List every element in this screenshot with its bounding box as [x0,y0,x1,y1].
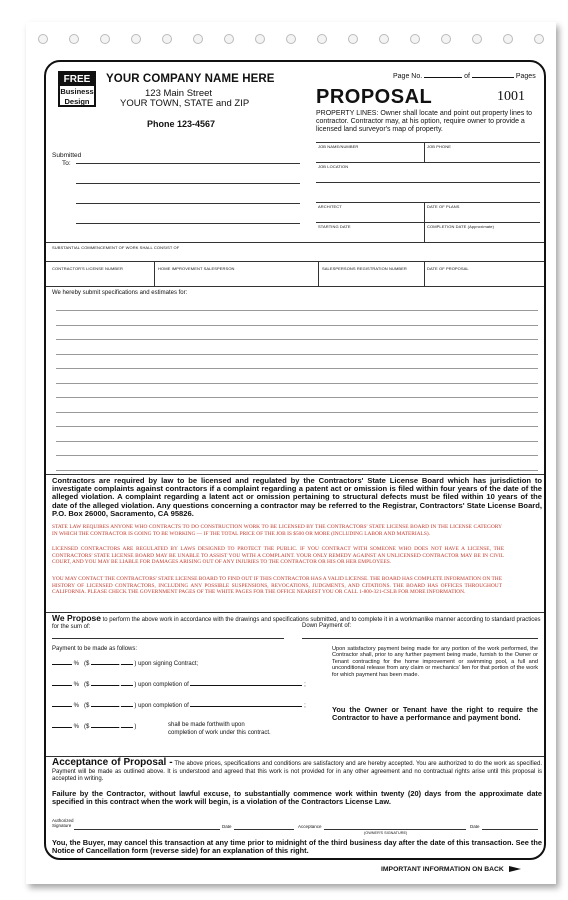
perforation-hole [224,34,234,44]
license-law-notice: Contractors are required by law to be licensed and regulated by the Contractors' State License Board which has jurisdiction to investigate complaints against contractors if a complaint regarding a patent act or omission is filed within four years of the date of the alleged violation. A complaint regarding a latent act or omission pertaining to structural defects must be filed within 10 years of the date of the alleged violation. Any questions concerning a contractor may be referred to the Registrar, Contractors' State License Board, P.O. Box 26000, Sacramento, CA 95826. [52,476,542,518]
authorized-signature-line[interactable] [74,829,220,830]
upon-satisfactory-payment-text: Upon satisfactory payment being made for any portion of the work performed, the Contractor shall, prior to any further payment being made, furnish to the Owner or Tenant contracting for the home improvement or swimming pool, a full and unconditional release from any claim or mechanics' lien for that portion of the work for which payment has been made. [332,646,538,678]
payment-row-4[interactable]: % ($ . ) [52,724,136,730]
home-improvement-label: HOME IMPROVEMENT SALESPERSON [158,266,235,271]
logo-line2: Design [64,97,90,106]
perforation-hole [38,34,48,44]
completion-date-label: COMPLETION DATE (Approximate) [427,224,495,229]
perforation-hole [286,34,296,44]
job-name-label: JOB NAME/NUMBER [318,144,359,149]
sum-line[interactable] [52,638,284,639]
perforation-hole [317,34,327,44]
perforation-hole [193,34,203,44]
spec-line[interactable] [56,441,538,442]
payment-row-2-text: upon completion of [138,682,189,688]
we-propose-lead: We Propose [52,613,101,623]
company-name: YOUR COMPANY NAME HERE [106,73,275,85]
property-lines-text: PROPERTY LINES: Owner shall locate and point out property lines to contractor. Contractor may, at his option, require owner to provide a licensed land surveyor's map of property. [316,110,533,133]
payment-row-2[interactable]: % ($ . ) upon completion of ; [52,682,306,688]
perforation-hole [379,34,389,44]
payment-row-1[interactable]: % ($ . ) upon signing Contract; [52,661,198,667]
acceptance-text: The above prices, specifications and conditions are satisfactory and are hereby accepted. You are authorized to do the work as specified. Payment will be made as outlined above. It is understood and agreed that this work is not provided for in any other agreement and no contractual rights arise until this proposal is accepted in writing. [52,761,542,782]
perforation-hole [472,34,482,44]
back-info-text: IMPORTANT INFORMATION ON BACK [381,866,504,873]
spec-line[interactable] [56,325,538,326]
perforation-hole [100,34,110,44]
job-phone-label: JOB PHONE [427,144,452,149]
spec-line[interactable] [56,455,538,456]
spec-line[interactable] [56,354,538,355]
specifications-label: We hereby submit specifications and estimates for: [52,290,188,296]
payment-row-4-text: shall be made forthwith upon completion of work under this contract. [168,722,271,736]
payment-row-3[interactable]: % ($ . ) upon completion of ; [52,703,306,709]
company-phone: Phone 123-4567 [147,119,216,129]
submitted-line-3[interactable] [76,203,300,204]
job-location-label: JOB LOCATION [318,164,349,169]
spec-line[interactable] [56,470,538,471]
spec-line[interactable] [56,368,538,369]
buyer-cancel-notice: You, the Buyer, may cancel this transaction at any time prior to midnight of the third business day after the date of this transaction. See the Notice of Cancellation form (reverse side) for an explanation of this right. [52,838,542,856]
owners-signature-caption: (OWNER'S SIGNATURE) [364,831,408,835]
page-no-label: Page No. [393,73,423,80]
owner-signature-line[interactable] [324,829,466,830]
date-label: Date [222,824,232,829]
date-of-proposal-label: DATE OF PROPOSAL [427,266,469,271]
perforation-strip [26,22,556,50]
acceptance-paragraph [52,759,542,784]
date-line-1[interactable] [234,829,294,830]
salesperson-reg-label: SALESPERSONS REGISTRATION NUMBER [322,266,407,271]
perforation-hole [534,34,544,44]
architect-label: ARCHITECT [318,204,342,209]
contractor-license-label: CONTRACTOR'S LICENSE NUMBER [52,266,123,271]
submitted-line-2[interactable] [76,183,300,184]
perforation-hole [255,34,265,44]
proposal-form [44,60,546,860]
spec-line[interactable] [56,383,538,384]
payment-row-3-text: upon completion of [138,703,189,709]
page-of-label: of [464,73,470,80]
important-info-footer [381,866,521,873]
perforation-hole [69,34,79,44]
spec-line[interactable] [56,310,538,311]
arrow-right-icon [509,866,521,872]
payment-intro: Payment to be made as follows: [52,646,138,652]
proposal-number: 1001 [497,89,525,104]
we-propose-paragraph [52,615,542,631]
submitted-label: Submitted [52,152,82,159]
payment-row-1-text: upon signing Contract; [138,661,199,667]
perforation-hole [162,34,172,44]
logo-free: FREE [60,73,94,86]
perforation-hole [503,34,513,44]
submitted-line-1[interactable] [76,163,300,164]
proposal-sheet [26,22,556,884]
spec-line[interactable] [56,339,538,340]
perforation-hole [410,34,420,44]
licensed-contractors-notice: LICENSED CONTRACTORS ARE REGULATED BY LAWS DESIGNED TO PROTECT THE PUBLIC. IF YOU CONTRACT WITH SOMEONE WHO DOES NOT HAVE A LICENSE, THE CONTRACTORS' STATE LICENSE BOARD MAY BE UNABLE TO ASSIST YOU WITH A COMPLAINT. YOUR ONLY REMEDY AGAINST AN UNLICENSED CONTRACTOR MAY BE IN CIVIL COURT, AND YOU MAY BE LIABLE FOR DAMAGES ARISING OUT OF ANY INJURIES TO THE CONTRACTOR OR HIS OR HER EMPLOYEES. [52,546,504,566]
spec-line[interactable] [56,412,538,413]
authorized-label: Authorized Signature [52,818,74,828]
document-title: PROPOSAL [316,86,433,108]
contact-board-notice: YOU MAY CONTACT THE CONTRACTORS' STATE LICENSE BOARD TO FIND OUT IF THIS CONTRACTOR HAS A VALID LICENSE. THE BOARD HAS COMPLETE INFORMATION ON THE HISTORY OF LICENSED CONTRACTORS, INCLUDING ANY POSSIBLE SUSPENSIONS, REVOCATIONS, JUDGMENTS, AND CITATIONS. THE BOARD HAS OFFICES THROUGHOUT CALIFORNIA. PLEASE CHECK THE GOVERNMENT PAGES OF THE WHITE PAGES FOR THE OFFICE NEAREST YOU OR CALL 1-800-321-CSLB FOR MORE INFORMATION. [52,576,502,596]
failure-notice: Failure by the Contractor, without lawful excuse, to substantially commence work within twenty (20) days from the approximate date specified in this contract when the work will begin, is a violation of the Contractors License Law. [52,789,542,807]
submitted-line-4[interactable] [76,223,300,224]
down-payment-label: Down Payment of: [302,623,352,629]
substantial-commencement-label: SUBSTANTIAL COMMENCEMENT OF WORK SHALL CONSIST OF [52,245,180,250]
state-law-notice: STATE LAW REQUIRES ANYONE WHO CONTRACTS TO DO CONSTRUCTION WORK TO BE LICENSED BY THE CONTRACTORS' STATE LICENSE BOARD IN THE LICENSE CATEGORY IN WHICH THE CONTRACTOR IS GOING TO BE WORKING — IF THE TOTAL PRICE OF THE JOB IS $500 OR MORE (INCLUDING LABOR AND MATERIALS). [52,524,502,537]
acceptance-sig-label: Acceptance [298,824,322,829]
we-propose-text: to perform the above work in accordance with the drawings and specifications submitted, and to complete it in a workmanlike manner according to standard practices for the sum of: [52,617,541,630]
date-line-2[interactable] [482,829,538,830]
owner-rights-text: You the Owner or Tenant have the right to require the Contractor to have a performance and payment bond. [332,705,538,722]
company-street: 123 Main Street [145,88,213,99]
logo-line1: Business [60,87,94,96]
perforation-hole [441,34,451,44]
acceptance-lead: Acceptance of Proposal - [52,757,173,768]
page-number-field[interactable] [393,73,536,80]
spec-line[interactable] [56,426,538,427]
pages-label: Pages [515,73,536,80]
date-of-plans-label: DATE OF PLANS [427,204,460,209]
starting-date-label: STARTING DATE [318,224,351,229]
date-label-2: Date [470,824,480,829]
perforation-hole [131,34,141,44]
perforation-hole [348,34,358,44]
company-town: YOUR TOWN, STATE and ZIP [120,98,250,109]
submitted-to-label [52,152,81,168]
to-label: To: [62,160,71,167]
spec-line[interactable] [56,397,538,398]
down-payment-line[interactable] [302,638,538,639]
business-design-logo [58,71,96,107]
